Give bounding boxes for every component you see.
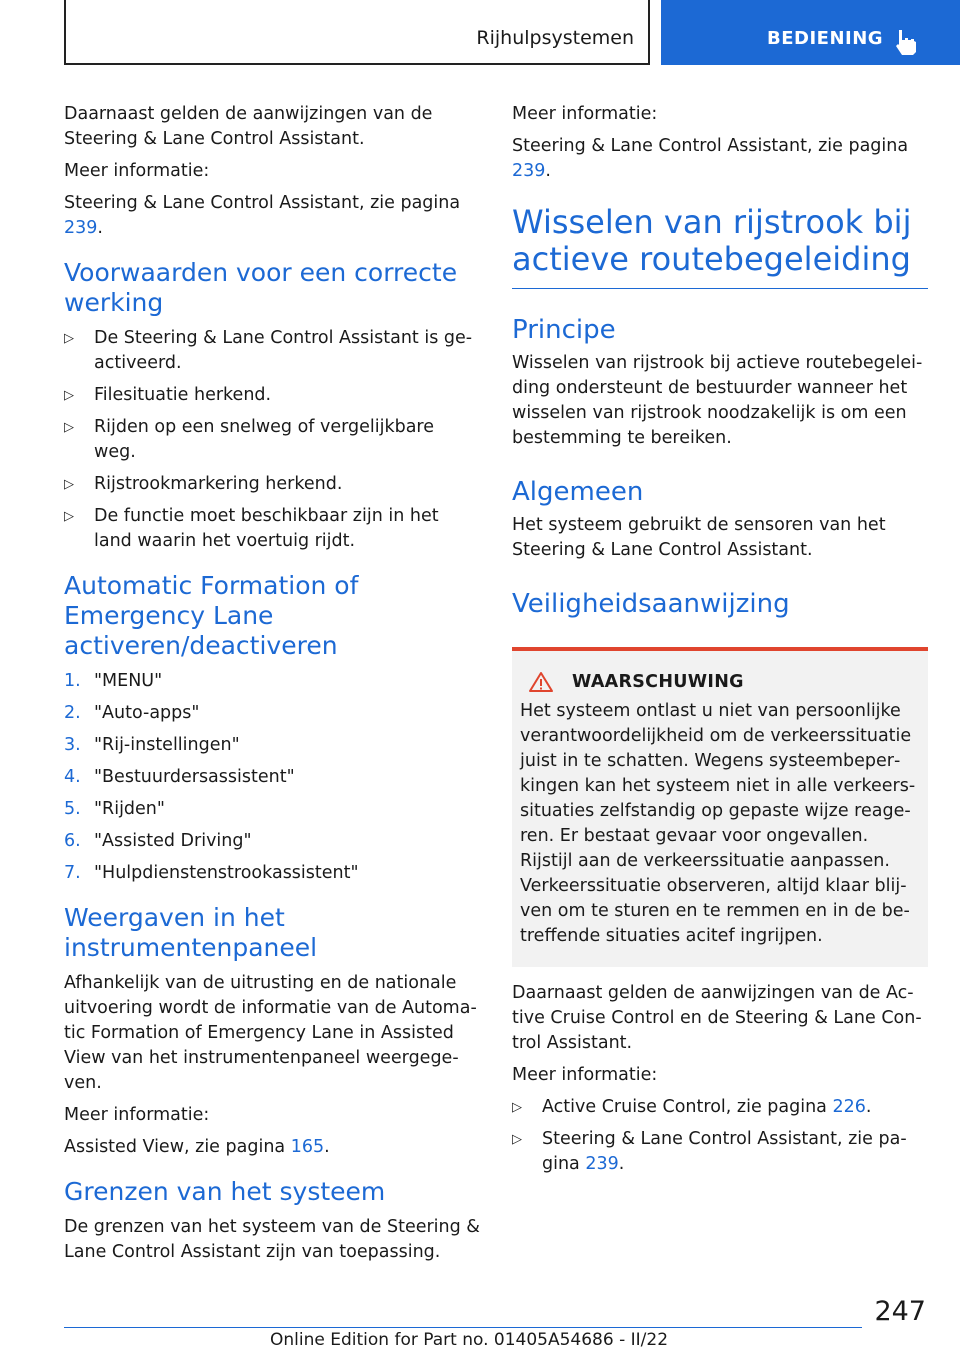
heading-activate: Automatic Formation of Emergency Lane activeren/deactiveren	[64, 571, 359, 660]
steps-list	[64, 669, 480, 886]
warning-text: Het systeem ontlast u niet van persoonlijke verantwoordelijkheid om de verkeerssituatie juist in te schatten. Wegens systeembeperkingen kan het systeem niet in alle verkeerssituaties zelfstandig op gepaste wijze reageren. Er bestaat gevaar voor ongevallen. Rijstijl aan de verkeerssituatie aanpassen. Verkeerssituatie observeren, altijd klaar blijven om te sturen en te remmen en in de betreffende situaties acitef ingrijpen.	[520, 701, 916, 946]
after-text: Daarnaast gelden de aanwijzingen van de Active Cruise Control en de Steering & Lane Control Assistant.	[512, 983, 922, 1053]
reference-paragraph: Steering & Lane Control Assistant, zie pagina 239.	[512, 136, 909, 181]
heading-general: Algemeen	[512, 477, 644, 507]
warning-header	[520, 671, 918, 693]
page-link[interactable]: 239	[64, 218, 98, 238]
list-item: ▷ Filesituatie herkend.	[64, 383, 480, 408]
list-item: ▷ De functie moet beschikbaar zijn in het land waarin het voertuig rijdt.	[64, 506, 439, 551]
reference-paragraph: Steering & Lane Control Assistant, zie pagina 239.	[64, 193, 461, 238]
principle-text: Wisselen van rijstrook bij actieve routebegeleiding ondersteunt de bestuurder wanneer het wisselen van rijstrook noodzakelijk is om een bestemming te bereiken.	[512, 353, 923, 448]
reference-list	[512, 1095, 928, 1177]
display-text: Afhankelijk van de uitrusting en de nationale uitvoering wordt de informatie van de Automatic Formation of Emergency Lane in Assisted View van het instrumentenpaneel weergegeven.	[64, 973, 477, 1093]
step-item: 3. "Rij-instellingen"	[64, 735, 240, 755]
chapter-label: BEDIENING	[767, 28, 884, 49]
page-link[interactable]: 239	[585, 1154, 619, 1174]
page-link[interactable]: 165	[290, 1137, 325, 1157]
list-item: ▷ Rijden op een snelweg of vergelijkbare weg.	[64, 417, 435, 462]
reference-paragraph: Assisted View, zie pagina 165.	[64, 1137, 330, 1157]
left-column	[64, 102, 480, 1272]
step-item: 2. "Auto-apps"	[64, 703, 200, 723]
header-section-tab	[64, 0, 650, 65]
warning-box	[512, 647, 928, 967]
footer-edition: Online Edition for Part no. 01405A54686 - II/22	[270, 1330, 669, 1350]
general-text: Het systeem gebruikt de sensoren van het Steering & Lane Control Assistant.	[512, 515, 886, 560]
step-item: 7. "Hulpdienstenstrookassistent"	[64, 863, 359, 883]
heading-safety: Veiligheidsaanwijzing	[512, 589, 790, 619]
warning-title: WAARSCHUWING	[572, 672, 744, 692]
warning-triangle-icon	[528, 671, 554, 693]
heading-main: Wisselen van rijstrook bij actieve routebegeleiding	[512, 204, 928, 289]
triangle-bullet-icon: ▷	[512, 1100, 522, 1115]
conditions-list	[64, 326, 480, 554]
more-info-label: Meer informatie:	[64, 1105, 210, 1125]
heading-display: Weergaven in het instrumentenpaneel	[64, 903, 318, 962]
intro-text: Daarnaast gelden de aanwijzingen van de Steering & Lane Control Assistant.	[64, 104, 433, 149]
step-item: 5. "Rijden"	[64, 799, 165, 819]
list-item: ▷ De Steering & Lane Control Assistant is geactiveerd.	[64, 328, 473, 373]
heading-principle: Principe	[512, 315, 616, 345]
section-label: Rijhulpsystemen	[476, 27, 634, 49]
triangle-bullet-icon: ▷	[512, 1132, 522, 1147]
heading-conditions: Voorwaarden voor een correcte werking	[64, 258, 458, 317]
more-info-label: Meer informatie:	[64, 161, 210, 181]
triangle-bullet-icon: ▷	[64, 388, 74, 403]
triangle-bullet-icon: ▷	[64, 331, 74, 346]
page-link[interactable]: 239	[512, 161, 546, 181]
heading-limits: Grenzen van het systeem	[64, 1177, 386, 1206]
page-number: 247	[874, 1296, 926, 1327]
right-column	[512, 102, 928, 1184]
triangle-bullet-icon: ▷	[64, 477, 74, 492]
triangle-bullet-icon: ▷	[64, 509, 74, 524]
step-item: 1. "MENU"	[64, 671, 163, 691]
hand-pointer-icon	[894, 28, 918, 56]
list-item: ▷ Rijstrookmarkering herkend.	[64, 472, 480, 497]
footer-divider	[64, 1327, 862, 1328]
more-info-label: Meer informatie:	[512, 104, 658, 124]
list-item: ▷ Steering & Lane Control Assistant, zie pagina 239.	[512, 1129, 907, 1174]
limits-text: De grenzen van het systeem van de Steering & Lane Control Assistant zijn van toepassing.	[64, 1217, 480, 1262]
header-chapter-tab[interactable]	[661, 0, 960, 65]
step-item: 4. "Bestuurdersassistent"	[64, 767, 295, 787]
page-link[interactable]: 226	[832, 1097, 866, 1117]
list-item: ▷ Active Cruise Control, zie pagina 226.	[512, 1095, 928, 1120]
triangle-bullet-icon: ▷	[64, 420, 74, 435]
step-item: 6. "Assisted Driving"	[64, 831, 252, 851]
more-info-label: Meer informatie:	[512, 1065, 658, 1085]
